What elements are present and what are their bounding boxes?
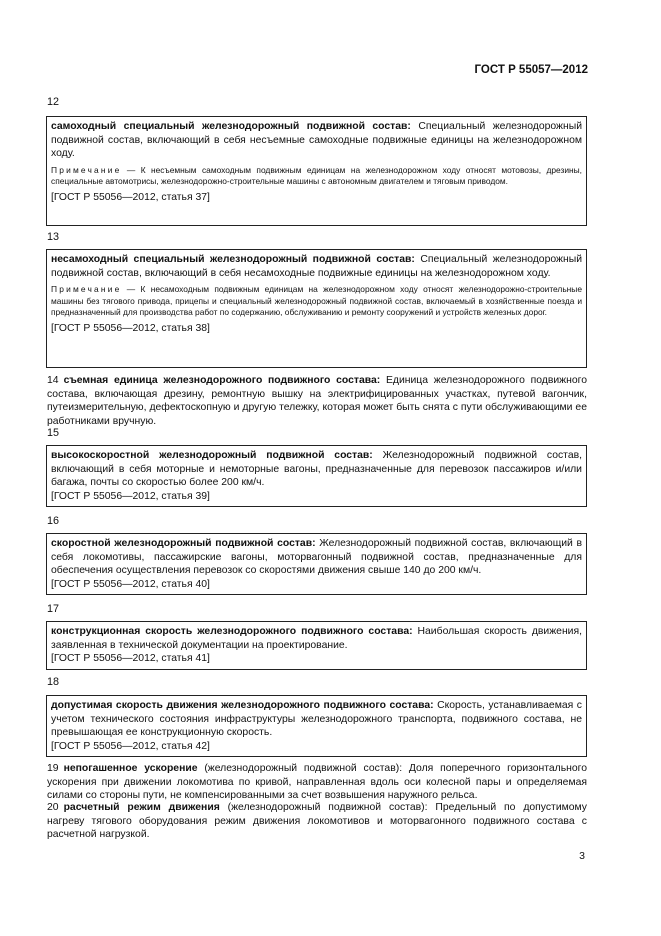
source-reference: [ГОСТ Р 55056—2012, статья 38]: [51, 322, 210, 334]
entry-number: 13: [47, 231, 60, 243]
term: несамоходный специальный железнодорожный подвижной состав:: [51, 254, 415, 265]
definition-box: [46, 445, 587, 507]
note-label: Примечание: [51, 284, 122, 294]
entry-number: 18: [47, 676, 60, 688]
entry-number: 17: [47, 603, 60, 615]
qualifier: (железнодорожный подвижной состав):: [197, 763, 403, 774]
source-reference: [ГОСТ Р 55056—2012, статья 39]: [51, 490, 210, 502]
definition: Специальный железнодорожный подвижной состав, включающий в себя несамоходные подвижные единицы на железнодорожном ходу.: [51, 254, 582, 279]
definition-box: [46, 249, 587, 368]
entry-number: 20: [47, 802, 59, 813]
definition: Железнодорожный подвижной состав, включающий в себя локомотивы, пассажирские вагоны, моторвагонный подвижной состав, предназначенные для обеспечения осуществления перевозок со скоростями движения свыше 140 до 200 км/ч.: [51, 538, 583, 576]
definition-box: [46, 621, 587, 670]
entry-number: 19: [47, 763, 59, 774]
entry-number: 12: [47, 96, 60, 108]
definition-box: [46, 695, 587, 757]
page-number: 3: [579, 850, 585, 862]
note-text: — К несамоходным подвижным единицам на железнодорожном ходу относят железнодорожно-строительные машины без тягового привода, прицепы и специальный железнодорожный подвижной состав, включаемый в хозяйственные поезда и предназначенный для производства работ по содержанию, обслуживанию и ремонту сооружений и устройств железных дорог.: [51, 284, 582, 317]
definition: Скорость, устанавливаемая с учетом технического состояния инфраструктуры железнодорожного транспорта, подвижного состава, не превышающая ее конструкционную скорость.: [51, 700, 582, 738]
source-reference: [ГОСТ Р 55056—2012, статья 42]: [51, 740, 210, 752]
definition-text: [51, 625, 582, 652]
definition-paragraph: [47, 762, 587, 803]
definition-text: [51, 537, 582, 578]
document-header: ГОСТ Р 55057—2012: [474, 64, 588, 76]
definition: Единица железнодорожного подвижного состава, включающая дрезину, ремонтную вышку на электрифицированных участках, путевой вагончик, путеизмерительную, дефектоскопную и другую тележку, которая может быть снята с пути обслуживающими ее работниками вручную.: [47, 375, 587, 427]
definition-paragraph: [47, 801, 587, 842]
term: допустимая скорость движения железнодорожного подвижного состава:: [51, 700, 434, 711]
entry-number: 14: [47, 375, 59, 386]
term: скоростной железнодорожный подвижной состав:: [51, 538, 316, 549]
note: [51, 284, 582, 319]
note-text: — К несъемным самоходным подвижным единицам на железнодорожном ходу относят мотовозы, дрезины, специальные автомотрисы, железнодорожно-строительные машины с автономным двигателем и тяговым приводом.: [51, 164, 582, 186]
note-label: Примечание: [51, 164, 122, 175]
note: [51, 165, 582, 188]
term: конструкционная скорость железнодорожного подвижного состава:: [51, 626, 413, 637]
definition-text: [51, 699, 582, 740]
term: съемная единица железнодорожного подвижного состава:: [63, 375, 381, 386]
source-reference: [ГОСТ Р 55056—2012, статья 37]: [51, 191, 210, 203]
source-reference: [ГОСТ Р 55056—2012, статья 40]: [51, 578, 210, 590]
entry-number: 16: [47, 515, 60, 527]
definition-paragraph: [47, 374, 587, 428]
definition-box: [46, 116, 587, 226]
definition-text: [51, 253, 582, 280]
term: самоходный специальный железнодорожный подвижной состав:: [51, 121, 411, 132]
definition: Наибольшая скорость движения, заявленная в технической документации на проектирование.: [51, 626, 582, 651]
definition: Доля поперечного горизонтального ускорения при движении локомотива по кривой, направленная вдоль оси колесной пары и определяемая силами со стороны пути, не компенсированными за счет возвышения наружного рельса.: [47, 763, 587, 801]
term: расчетный режим движения: [63, 802, 220, 813]
entry-number: 15: [47, 427, 60, 439]
definition: Специальный железнодорожный подвижной состав, включающий в себя несъемные самоходные подвижные единицы на железнодорожном ходу.: [51, 121, 582, 159]
term: высокоскоростной железнодорожный подвижной состав:: [51, 450, 373, 461]
source-reference: [ГОСТ Р 55056—2012, статья 41]: [51, 653, 210, 664]
term: непогашенное ускорение: [63, 763, 198, 774]
definition: Предельный по допустимому нагреву тягового оборудования режим движения локомотивов и моторвагонного подвижного состава с расчетной нагрузкой.: [47, 802, 587, 840]
definition-box: [46, 533, 587, 595]
definition-text: [51, 120, 582, 161]
definition-text: [51, 449, 582, 490]
qualifier: (железнодорожный подвижной состав):: [219, 802, 428, 813]
definition: Железнодорожный подвижной состав, включающий в себя моторные и немоторные вагоны, предназначенные для перевозок пассажиров и/или багажа, почты со скоростью более 200 км/ч.: [51, 450, 583, 488]
